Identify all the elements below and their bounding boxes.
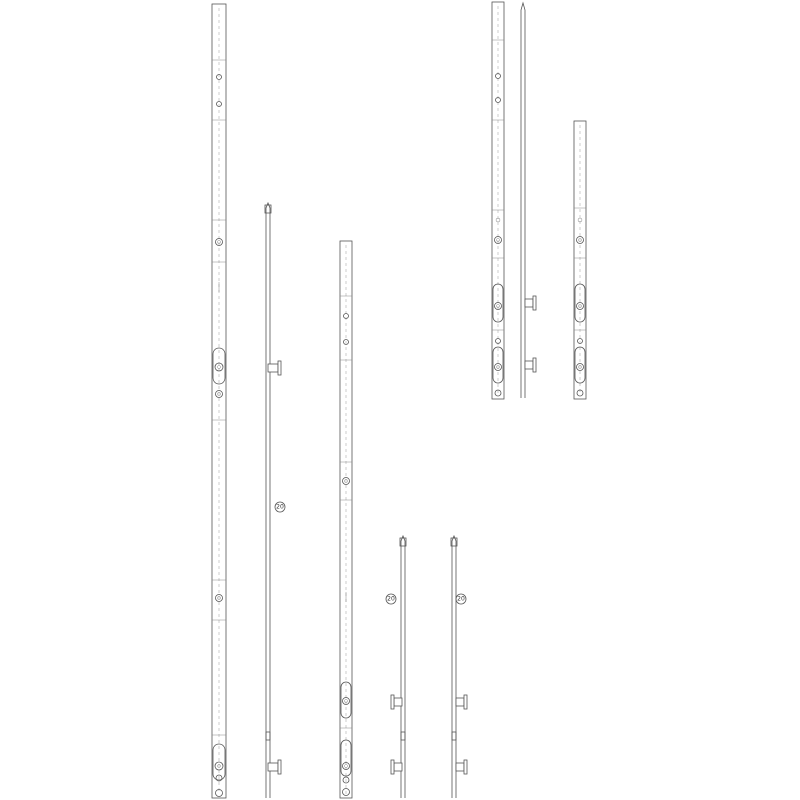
part-callout: [386, 594, 396, 604]
rod-3: [451, 536, 467, 798]
bar-long-left: [212, 4, 226, 798]
locking-pin: [456, 695, 467, 774]
part-callout: [456, 594, 466, 604]
bar-far-right: [574, 121, 586, 399]
locking-cam: [575, 284, 585, 383]
callout-label: 20: [387, 595, 395, 603]
locking-pin: [391, 695, 402, 774]
callout-label: 20: [276, 503, 284, 511]
bar-upper-right: [492, 2, 504, 399]
locking-pin: [525, 296, 536, 372]
rod-4: [521, 3, 536, 398]
rod-1: [265, 203, 285, 798]
bar-middle: [340, 241, 352, 798]
rod-2: [386, 536, 406, 798]
part-callout: [275, 502, 285, 512]
callout-label: 20: [457, 595, 465, 603]
